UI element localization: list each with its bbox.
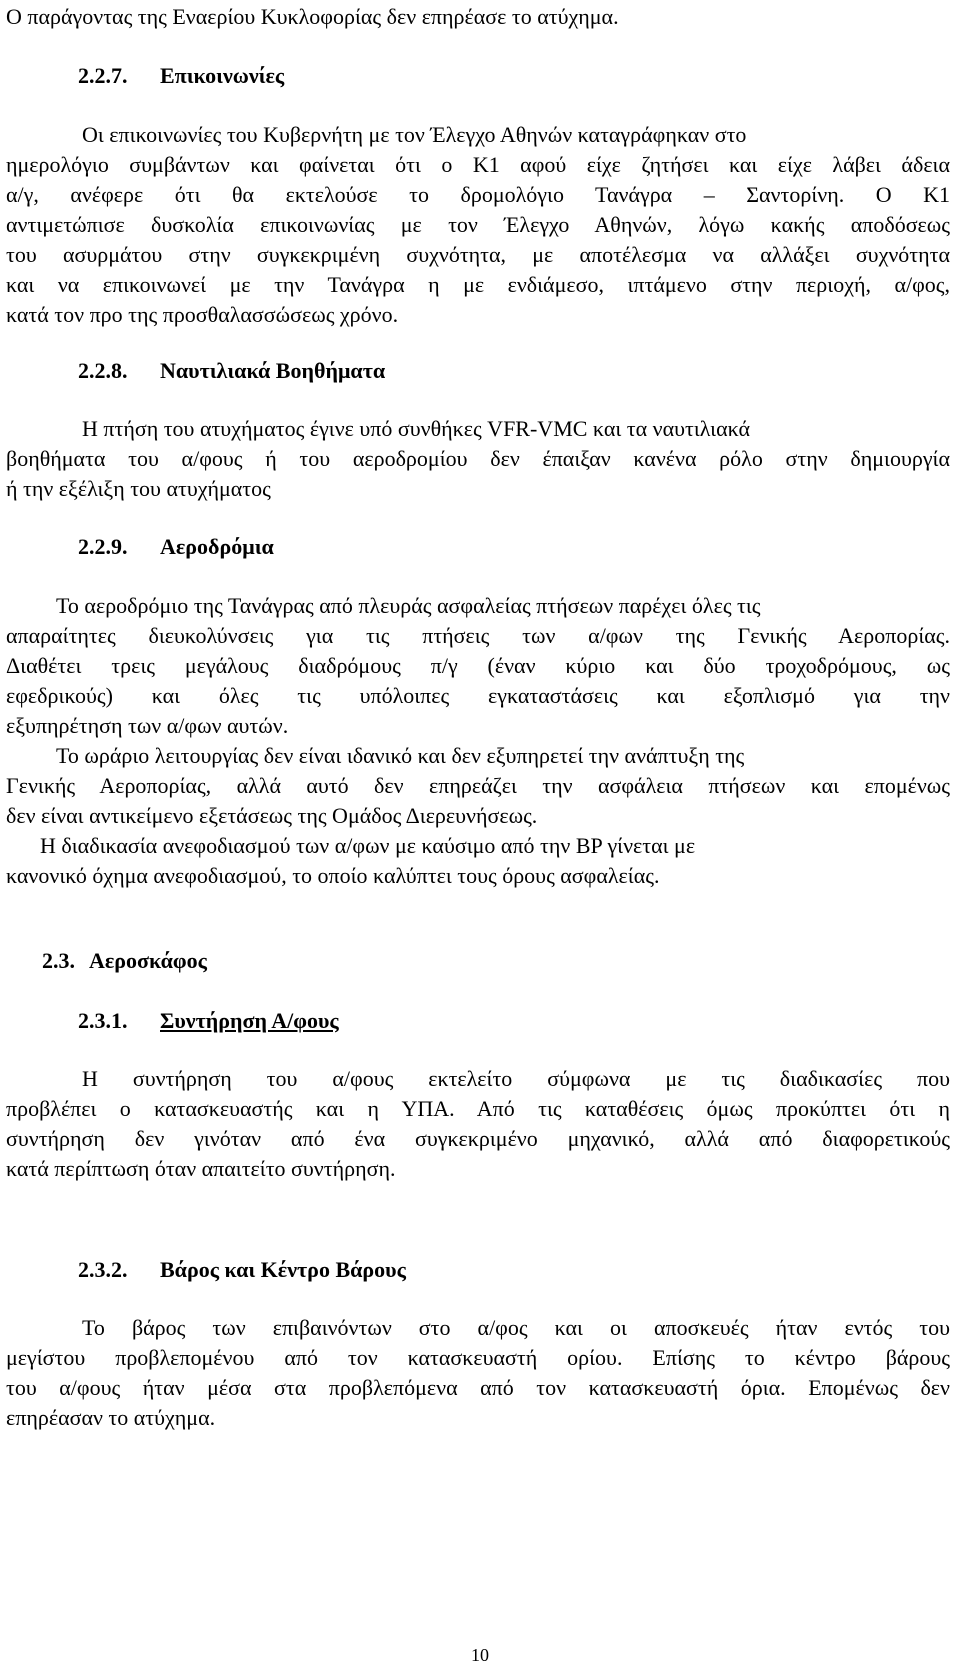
section-title: Συντήρηση Α/φους	[160, 1008, 339, 1033]
section-number: 2.2.9.	[78, 534, 128, 559]
section-heading	[78, 532, 274, 562]
text-line: επηρέασαν το ατύχημα.	[6, 1405, 216, 1430]
section-number: 2.3.2.	[78, 1257, 128, 1282]
chapter-heading	[42, 946, 207, 976]
text-line: Διαθέτει τρεις μεγάλους διαδρόμους π/γ (έναν κύριο και δύο τροχοδρόμους, ως	[6, 653, 950, 678]
section-title: Επικοινωνίες	[160, 63, 285, 88]
text-line: κατά τον προ της προσθαλασσώσεως χρόνο.	[6, 302, 399, 327]
text-line: συντήρηση δεν γινόταν από ένα συγκεκριμένο μηχανικό, αλλά από διαφορετικούς	[6, 1126, 950, 1151]
text-line: και να επικοινωνεί με την Τανάγρα η με ενδιάμεσο, ιπτάμενο στην περιοχή, α/φος,	[6, 272, 950, 297]
text-line: του ασυρμάτου στην συγκεκριμένη συχνότητα, με αποτέλεσμα να αλλάξει συχνότητα	[6, 242, 950, 267]
section-title: Αεροδρόμια	[160, 534, 274, 559]
text-line: του α/φους ήταν μέσα στα προβλεπόμενα από τον κατασκευαστή όρια. Επομένως δεν	[6, 1375, 950, 1400]
text-line: Ο παράγοντας της Εναερίου Κυκλοφορίας δεν επηρέασε το ατύχημα.	[6, 4, 619, 29]
text-line: Η συντήρηση του α/φους εκτελείτο σύμφωνα με τις διαδικασίες που	[82, 1066, 950, 1091]
section-title: Ναυτιλιακά Βοηθήματα	[160, 358, 386, 383]
text-line: μεγίστου προβλεπομένου από τον κατασκευαστή ορίου. Επίσης το κέντρο βάρους	[6, 1345, 950, 1370]
section-number: 2.3.	[42, 948, 75, 973]
text-line: Γενικής Αεροπορίας, αλλά αυτό δεν επηρεάζει την ασφάλεια πτήσεων και επομένως	[6, 773, 950, 798]
section-number: 2.2.8.	[78, 358, 128, 383]
section-heading	[78, 1255, 406, 1285]
text-line: Οι επικοινωνίες του Κυβερνήτη με τον Έλεγχο Αθηνών καταγράφηκαν στο	[82, 122, 747, 147]
section-heading	[78, 61, 284, 91]
text-line: δεν είναι αντικείμενο εξετάσεως της Ομάδος Διερευνήσεως.	[6, 803, 538, 828]
text-line: αντιμετώπισε δυσκολία επικοινωνίας με τον Έλεγχο Αθηνών, λόγω κακής αποδόσεως	[6, 212, 950, 237]
section-heading	[78, 1006, 339, 1036]
section-title: Βάρος και Κέντρο Βάρους	[160, 1257, 406, 1282]
text-line: εφεδρικούς) και όλες τις υπόλοιπες εγκαταστάσεις και εξοπλισμό για την	[6, 683, 950, 708]
text-line: Το βάρος των επιβαινόντων στο α/φος και οι αποσκευές ήταν εντός του	[82, 1315, 950, 1340]
text-line: κανονικό όχημα ανεφοδιασμού, το οποίο καλύπτει τους όρους ασφαλείας.	[6, 863, 660, 888]
text-line: Το αεροδρόμιο της Τανάγρας από πλευράς ασφαλείας πτήσεων παρέχει όλες τις	[56, 593, 761, 618]
section-title: Αεροσκάφος	[89, 948, 207, 973]
text-line: Η διαδικασία ανεφοδιασμού των α/φων με καύσιμο από την BP γίνεται με	[40, 833, 696, 858]
text-line: ημερολόγιο συμβάντων και φαίνεται ότι ο Κ1 αφού είχε ζητήσει και είχε λάβει άδεια	[6, 152, 950, 177]
text-line: εξυπηρέτηση των α/φων αυτών.	[6, 713, 289, 738]
section-heading	[78, 356, 385, 386]
text-line: βοηθήματα του α/φους ή του αεροδρομίου δεν έπαιξαν κανένα ρόλο στην δημιουργία	[6, 446, 950, 471]
page-number: 10	[471, 1645, 489, 1665]
section-number: 2.2.7.	[78, 63, 128, 88]
text-line: α/γ, ανέφερε ότι θα εκτελούσε το δρομολόγιο Τανάγρα – Σαντορίνη. Ο Κ1	[6, 182, 950, 207]
text-line: Το ωράριο λειτουργίας δεν είναι ιδανικό και δεν εξυπηρετεί την ανάπτυξη της	[56, 743, 745, 768]
text-line: απαραίτητες διευκολύνσεις για τις πτήσεις των α/φων της Γενικής Αεροπορίας.	[6, 623, 950, 648]
text-line: κατά περίπτωση όταν απαιτείτο συντήρηση.	[6, 1156, 396, 1181]
text-line: ή την εξέλιξη του ατυχήματος	[6, 476, 271, 501]
text-line: Η πτήση του ατυχήματος έγινε υπό συνθήκες VFR-VMC και τα ναυτιλιακά	[82, 416, 751, 441]
section-number: 2.3.1.	[78, 1008, 128, 1033]
text-line: προβλέπει ο κατασκευαστής και η ΥΠΑ. Από τις καταθέσεις όμως προκύπτει ότι η	[6, 1096, 950, 1121]
